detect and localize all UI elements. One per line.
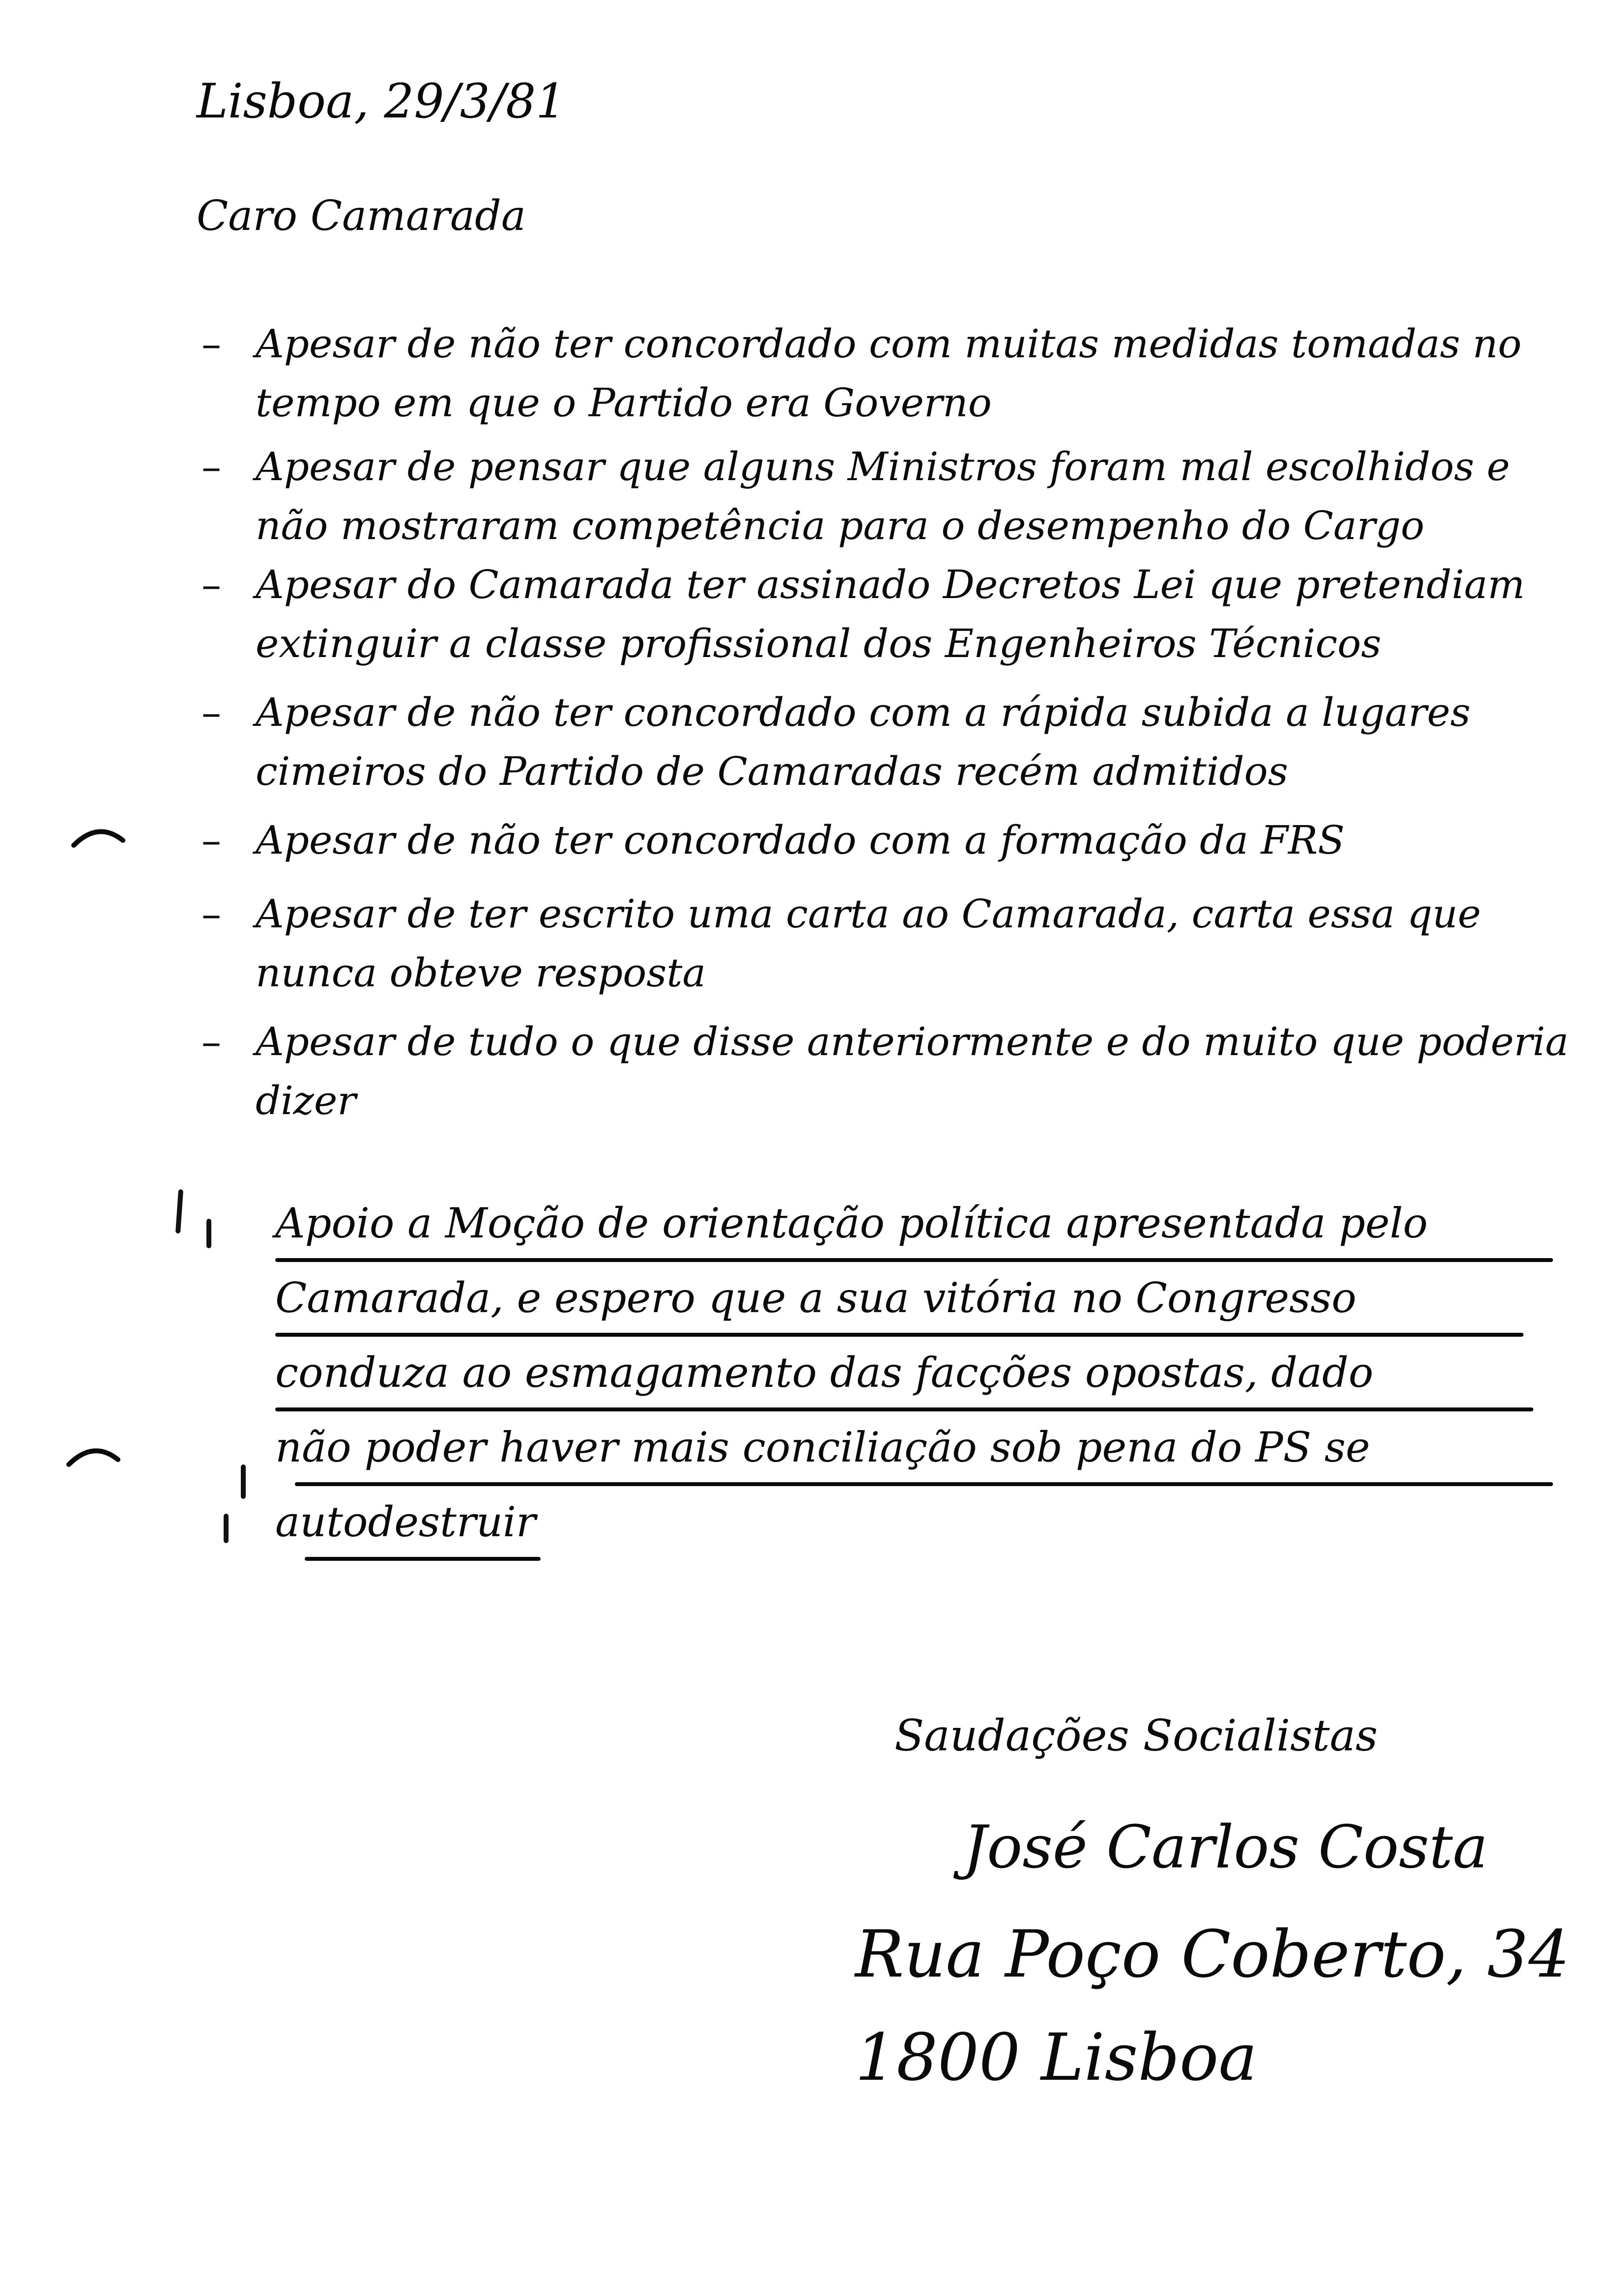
closing-line: Camarada, e espero que a sua vitória no Congresso <box>275 1274 1592 1349</box>
closing-paragraph <box>275 1199 1592 1573</box>
list-item-text: Apesar de não ter concordado com a rápida subida a lugares cimeiros do Partido de Camaradas recém admitidos <box>256 689 1471 794</box>
list-item-text: Apesar de pensar que alguns Ministros foram mal escolhidos e não mostraram competência para o desempenho do Cargo <box>256 444 1510 548</box>
margin-mark <box>175 1189 183 1234</box>
closing-line: não poder haver mais conciliação sob pena do PS se <box>275 1423 1592 1498</box>
list-item-text: Apesar de ter escrito uma carta ao Camarada, carta essa que nunca obteve resposta <box>256 891 1481 996</box>
margin-mark <box>206 1219 211 1248</box>
binder-hole-mark <box>64 1440 123 1469</box>
list-item-text: Apesar de não ter concordado com muitas medidas tomadas no tempo em que o Partido era Governo <box>256 321 1522 426</box>
list-item-text: Apesar de não ter concordado com a formação da FRS <box>256 817 1345 863</box>
list-item-text: Apesar do Camarada ter assinado Decretos Lei que pretendiam extinguir a classe profissional dos Engenheiros Técnicos <box>256 562 1525 666</box>
salutation: Caro Camarada <box>197 192 526 240</box>
closing-line: conduza ao esmagamento das facções opostas, dado <box>275 1349 1592 1423</box>
margin-mark <box>224 1514 229 1543</box>
sender-address-city: 1800 Lisboa <box>855 2020 1258 2095</box>
closing-line: autodestruir <box>275 1498 1592 1573</box>
margin-mark <box>241 1464 246 1499</box>
signoff: Saudações Socialistas <box>894 1710 1378 1761</box>
binder-hole-mark <box>69 821 128 850</box>
sender-address-street: Rua Poço Coberto, 34 <box>855 1917 1570 1992</box>
signature: José Carlos Costa <box>963 1813 1488 1882</box>
letter-date: Lisboa, 29/3/81 <box>197 74 566 129</box>
closing-line: Apoio a Moção de orientação política apresentada pelo <box>275 1199 1592 1274</box>
list-item-text: Apesar de tudo o que disse anteriormente e do muito que poderia dizer <box>256 1019 1569 1123</box>
